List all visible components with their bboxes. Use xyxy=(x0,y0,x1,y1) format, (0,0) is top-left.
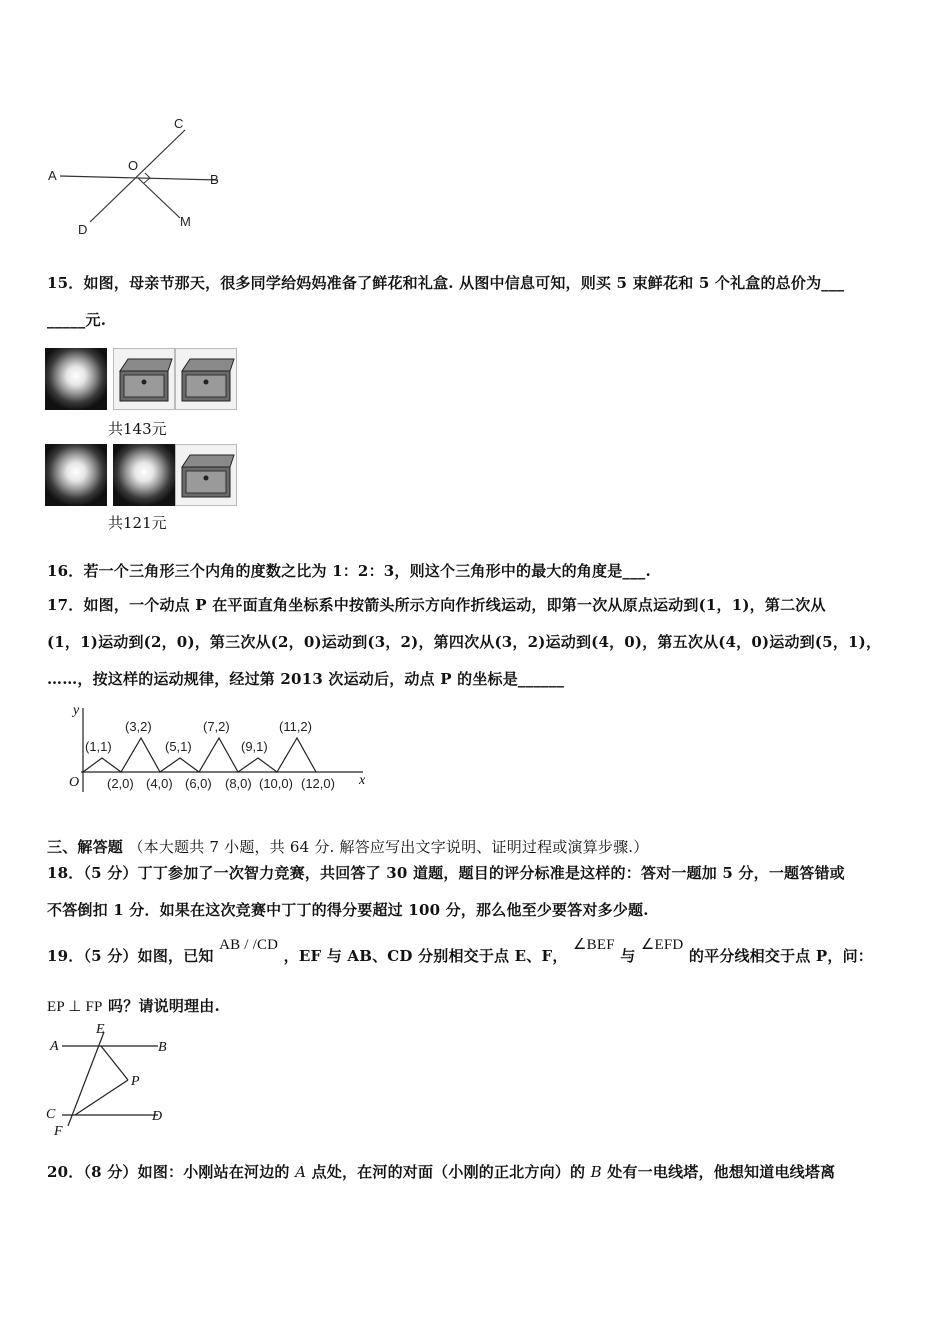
gift-box-photo xyxy=(175,348,237,410)
fig19-label-a: A xyxy=(50,1039,59,1054)
q20-line1 xyxy=(47,1161,835,1182)
gift-box-photo xyxy=(113,348,175,410)
gift-box-icon xyxy=(176,445,236,505)
fig19-label-p: P xyxy=(131,1074,140,1089)
peak-label: (5,1) xyxy=(165,739,192,754)
fig19-label-e: E xyxy=(96,1022,105,1037)
q18-line1: 18．（5 分）丁丁参加了一次智力竞赛，共回答了 30 道题，题目的评分标准是这样的：答对一题加 5 分，一题答错或 xyxy=(47,864,845,882)
q20-point-a: A xyxy=(295,1163,307,1181)
caption-143: 共143元 xyxy=(108,420,167,438)
label-m: M xyxy=(180,214,191,229)
q19-line1 xyxy=(47,937,873,966)
peak-label: (11,2) xyxy=(279,719,312,734)
peak-label: (7,2) xyxy=(203,719,230,734)
origin-label: O xyxy=(69,775,80,790)
axis-x-label: x xyxy=(359,773,366,788)
label-d: D xyxy=(78,222,88,237)
flower-photo xyxy=(45,444,107,506)
label-c: C xyxy=(174,116,184,131)
bottom-label: (4,0) xyxy=(146,776,173,791)
q19-line2 xyxy=(47,995,220,1016)
q19-mid: ，EF 与 AB、CD 分别相交于点 E、F， xyxy=(283,947,568,965)
bottom-label: (10,0) xyxy=(259,776,293,791)
q15-line1: 15．如图，母亲节那天，很多同学给妈妈准备了鲜花和礼盒. 从图中信息可知，则买 5 束鲜花和 5 个礼盒的总价为___ xyxy=(47,274,845,292)
q19-angle-bef: ∠BEF xyxy=(573,937,615,953)
q17-line3: ……，按这样的运动规律，经过第 2013 次运动后，动点 P 的坐标是______ xyxy=(47,670,565,688)
bottom-label: (2,0) xyxy=(107,776,134,791)
caption-121: 共121元 xyxy=(108,514,167,532)
fig19-label-b: B xyxy=(158,1040,167,1055)
label-o: O xyxy=(128,158,139,173)
peak-label: (9,1) xyxy=(241,739,268,754)
q19-prefix: 19．（5 分）如图，已知 xyxy=(47,947,214,965)
q19-angle-efd: ∠EFD xyxy=(640,937,684,953)
q17-line1: 17．如图，一个动点 P 在平面直角坐标系中按箭头所示方向作折线运动，即第一次从原点运动到(1，1)，第二次从 xyxy=(47,596,826,614)
q20-suffix: 处有一电线塔，他想知道电线塔离 xyxy=(607,1163,836,1181)
section-3-heading xyxy=(47,836,648,857)
bottom-label: (6,0) xyxy=(185,776,212,791)
q20-point-b: B xyxy=(590,1163,602,1181)
q19-line2-text: 吗？请说明理由. xyxy=(108,997,220,1015)
section-3-note: （本大题共 7 小题，共 64 分. 解答应写出文字说明、证明过程或演算步骤.） xyxy=(128,838,649,856)
q17-line2: (1，1)运动到(2，0)，第三次从(2，0)运动到(3，2)，第四次从(3，2)运动到(4，0)，第五次从(4，0)运动到(5，1)， xyxy=(47,633,882,651)
bottom-label: (12,0) xyxy=(301,776,335,791)
q19-ep-perp-fp: EP ⊥ FP xyxy=(47,999,103,1015)
gift-box-icon xyxy=(176,349,236,409)
flower-photo xyxy=(113,444,175,506)
axis-y-label: y xyxy=(73,703,80,718)
q19-ab-parallel-cd: AB / /CD xyxy=(219,937,279,953)
q18-line2: 不答倒扣 1 分．如果在这次竞赛中丁丁的得分要超过 100 分，那么他至少要答对多少题. xyxy=(47,901,649,919)
peak-label: (1,1) xyxy=(85,739,112,754)
flower-photo xyxy=(45,348,107,410)
figure-14-lines xyxy=(40,110,240,240)
bottom-label: (8,0) xyxy=(225,776,252,791)
q15-line2: _____元. xyxy=(47,311,107,329)
gift-box-icon xyxy=(114,349,174,409)
section-3-title: 三、解答题 xyxy=(47,838,124,856)
q19-yu: 与 xyxy=(620,947,636,965)
q17-zigzag-graph xyxy=(45,700,375,800)
q16-line1: 16．若一个三角形三个内角的度数之比为 1：2：3，则这个三角形中的最大的角度是___. xyxy=(47,562,651,580)
q20-prefix: 20．（8 分）如图：小刚站在河边的 xyxy=(47,1163,290,1181)
fig19-label-f: F xyxy=(54,1124,63,1139)
label-b: B xyxy=(210,172,219,187)
q19-suffix: 的平分线相交于点 P，问： xyxy=(688,947,873,965)
gift-box-photo xyxy=(175,444,237,506)
fig19-label-d: D xyxy=(152,1109,163,1124)
q19-figure xyxy=(40,1018,190,1142)
q20-mid: 点处，在河的对面（小刚的正北方向）的 xyxy=(311,1163,586,1181)
peak-label: (3,2) xyxy=(125,719,152,734)
fig19-label-c: C xyxy=(46,1107,56,1122)
label-a: A xyxy=(48,168,57,183)
